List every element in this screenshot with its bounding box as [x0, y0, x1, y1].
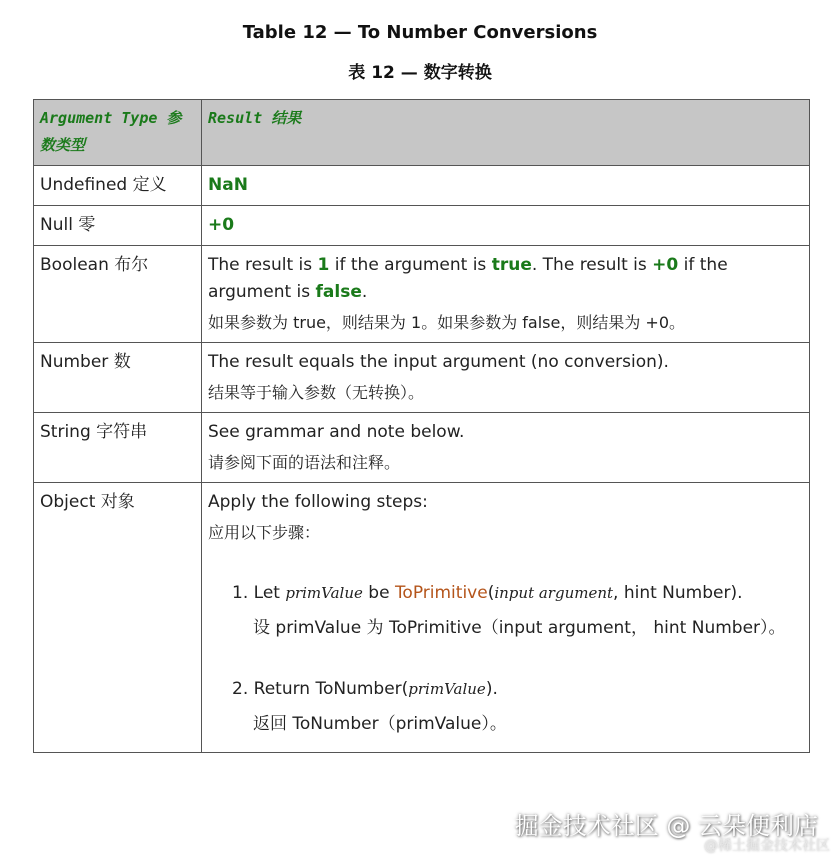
result-text-en: The result is 1 if the argument is true. The result is +0 if the argument is false. [208, 255, 728, 302]
result-cell [202, 343, 810, 413]
table-caption-zh: 表 12 — 数字转换 [348, 63, 492, 83]
list-item [232, 580, 803, 642]
arg-cell: Object 对象 [34, 483, 202, 753]
table-row [34, 166, 810, 206]
result-cell [202, 413, 810, 483]
watermark-sub: @稀土掘金技术社区 [704, 838, 830, 854]
result-text-zh: 结果等于输入参数（无转换）。 [208, 383, 425, 402]
value-false: false [315, 282, 362, 302]
list-item [232, 676, 803, 738]
step-text-zh: 返回 ToNumber（primValue）。 [253, 714, 507, 734]
var-prim-value: primValue [408, 680, 486, 698]
result-text-zh: 应用以下步骤： [208, 523, 321, 542]
result-text-zh: 请参阅下面的语法和注释。 [208, 453, 401, 472]
step-text-en: 1. Let primValue be ToPrimitive(input argument, hint Number). [232, 583, 743, 603]
table-row [34, 206, 810, 246]
header-result: Result 结果 [202, 100, 810, 166]
value-true: true [491, 255, 532, 275]
arg-cell: Number 数 [34, 343, 202, 413]
watermark: 掘金技术社区 @ 云朵便利店 [514, 812, 818, 840]
table-row [34, 483, 810, 753]
result-cell [202, 246, 810, 343]
result-text-en: See grammar and note below. [208, 422, 465, 442]
arg-cell: Null 零 [34, 206, 202, 246]
value-one: 1 [317, 255, 330, 275]
var-input-argument: input argument [494, 584, 614, 602]
result-cell [202, 166, 810, 206]
step-number: 2. [232, 679, 249, 699]
table-row [34, 413, 810, 483]
table-header-row [34, 100, 810, 166]
steps-list [208, 580, 803, 738]
arg-cell: Undefined 定义 [34, 166, 202, 206]
step-text-zh: 设 primValue 为 ToPrimitive（input argument， hint Number）。 [253, 618, 786, 638]
table-row [34, 246, 810, 343]
header-argument-type: Argument Type 参数类型 [34, 100, 202, 166]
arg-cell: String 字符串 [34, 413, 202, 483]
result-cell [202, 483, 810, 753]
result-text-en: Apply the following steps: [208, 492, 428, 512]
table-row [34, 343, 810, 413]
step-text-en: 2. Return ToNumber(primValue). [232, 679, 498, 699]
arg-cell: Boolean 布尔 [34, 246, 202, 343]
result-cell [202, 206, 810, 246]
var-prim-value: primValue [285, 584, 363, 602]
result-text-en: The result equals the input argument (no conversion). [208, 352, 669, 372]
step-number: 1. [232, 583, 249, 603]
result-value: +0 [208, 215, 235, 235]
result-text-zh: 如果参数为 true，则结果为 1。如果参数为 false，则结果为 +0。 [208, 313, 686, 332]
conversion-table [33, 99, 810, 753]
value-plus-zero: +0 [652, 255, 679, 275]
toprimitive-link[interactable]: ToPrimitive [394, 583, 488, 603]
table-caption-en: Table 12 — To Number Conversions [242, 22, 598, 43]
result-value: NaN [208, 175, 248, 195]
